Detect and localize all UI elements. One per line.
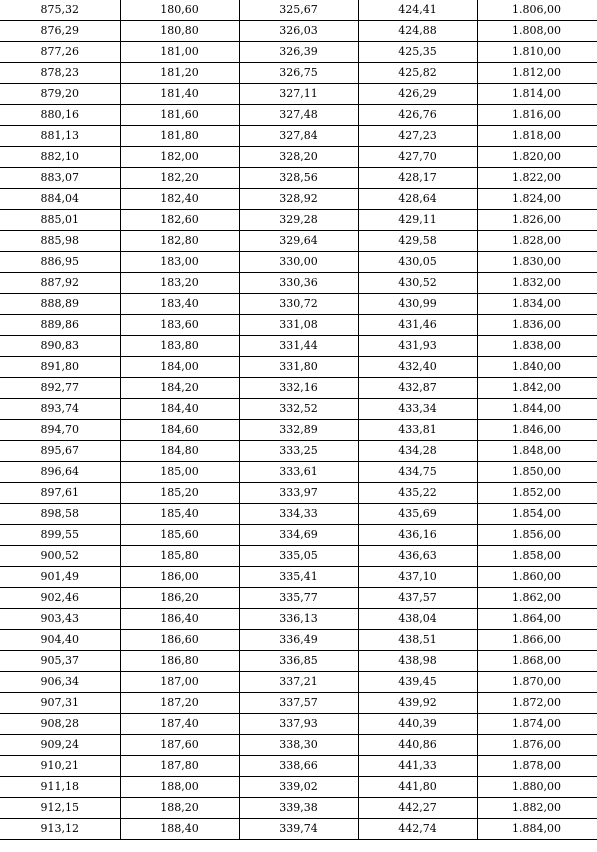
table-cell-col-2: 187,00 (120, 672, 239, 693)
table-cell-col-4: 428,17 (358, 168, 477, 189)
table-cell-col-2: 188,00 (120, 777, 239, 798)
table-cell-col-1: 882,10 (0, 147, 120, 168)
table-cell-col-4: 438,51 (358, 630, 477, 651)
table-row (0, 63, 597, 84)
table-cell-col-1: 877,26 (0, 42, 120, 63)
table-cell-col-2: 181,80 (120, 126, 239, 147)
table-cell-col-4: 426,29 (358, 84, 477, 105)
table-cell-col-3: 331,80 (239, 357, 358, 378)
table-cell-col-4: 432,40 (358, 357, 477, 378)
table-cell-col-4: 439,45 (358, 672, 477, 693)
table-cell-col-1: 883,07 (0, 168, 120, 189)
table-cell-col-5: 1.874,00 (477, 714, 597, 735)
table-cell-col-4: 433,81 (358, 420, 477, 441)
table-row (0, 714, 597, 735)
table-cell-col-1: 893,74 (0, 399, 120, 420)
table-cell-col-3: 329,28 (239, 210, 358, 231)
table-cell-col-3: 332,52 (239, 399, 358, 420)
table-cell-col-1: 898,58 (0, 504, 120, 525)
table-cell-col-2: 187,20 (120, 693, 239, 714)
table-cell-col-2: 188,40 (120, 819, 239, 840)
table-row (0, 462, 597, 483)
table-cell-col-4: 427,70 (358, 147, 477, 168)
table-cell-col-3: 326,75 (239, 63, 358, 84)
table-cell-col-2: 180,60 (120, 0, 239, 21)
table-cell-col-1: 891,80 (0, 357, 120, 378)
table-cell-col-5: 1.866,00 (477, 630, 597, 651)
table-cell-col-5: 1.818,00 (477, 126, 597, 147)
table-row (0, 210, 597, 231)
table-cell-col-4: 440,39 (358, 714, 477, 735)
table-cell-col-1: 903,43 (0, 609, 120, 630)
table-cell-col-4: 430,05 (358, 252, 477, 273)
table-cell-col-3: 330,72 (239, 294, 358, 315)
table-cell-col-2: 184,60 (120, 420, 239, 441)
table-cell-col-5: 1.834,00 (477, 294, 597, 315)
table-cell-col-2: 185,40 (120, 504, 239, 525)
table-cell-col-1: 912,15 (0, 798, 120, 819)
table-cell-col-1: 902,46 (0, 588, 120, 609)
table-cell-col-1: 901,49 (0, 567, 120, 588)
table-cell-col-5: 1.846,00 (477, 420, 597, 441)
table-cell-col-3: 332,89 (239, 420, 358, 441)
table-cell-col-1: 913,12 (0, 819, 120, 840)
table-cell-col-2: 187,40 (120, 714, 239, 735)
table-cell-col-3: 331,08 (239, 315, 358, 336)
table-cell-col-5: 1.824,00 (477, 189, 597, 210)
table-cell-col-1: 888,89 (0, 294, 120, 315)
table-cell-col-3: 326,39 (239, 42, 358, 63)
table-cell-col-5: 1.862,00 (477, 588, 597, 609)
table-cell-col-4: 426,76 (358, 105, 477, 126)
table-cell-col-2: 180,80 (120, 21, 239, 42)
table-cell-col-3: 328,92 (239, 189, 358, 210)
table-cell-col-5: 1.832,00 (477, 273, 597, 294)
table-row (0, 0, 597, 21)
table-cell-col-3: 330,36 (239, 273, 358, 294)
table-cell-col-2: 181,00 (120, 42, 239, 63)
table-cell-col-4: 438,04 (358, 609, 477, 630)
table-cell-col-2: 187,60 (120, 735, 239, 756)
table-cell-col-3: 328,20 (239, 147, 358, 168)
table-cell-col-1: 885,98 (0, 231, 120, 252)
table-cell-col-3: 330,00 (239, 252, 358, 273)
table-cell-col-4: 429,58 (358, 231, 477, 252)
table-cell-col-3: 335,05 (239, 546, 358, 567)
table-row (0, 168, 597, 189)
table-cell-col-4: 441,80 (358, 777, 477, 798)
table-cell-col-2: 185,80 (120, 546, 239, 567)
table-cell-col-2: 182,40 (120, 189, 239, 210)
table-cell-col-4: 424,41 (358, 0, 477, 21)
table-cell-col-2: 181,20 (120, 63, 239, 84)
table-cell-col-4: 430,52 (358, 273, 477, 294)
table-cell-col-5: 1.850,00 (477, 462, 597, 483)
table-cell-col-3: 328,56 (239, 168, 358, 189)
table-cell-col-3: 336,49 (239, 630, 358, 651)
table-cell-col-1: 879,20 (0, 84, 120, 105)
table-cell-col-1: 889,86 (0, 315, 120, 336)
table-row (0, 798, 597, 819)
table-cell-col-4: 436,63 (358, 546, 477, 567)
table-cell-col-5: 1.806,00 (477, 0, 597, 21)
table-cell-col-1: 908,28 (0, 714, 120, 735)
table-cell-col-3: 327,84 (239, 126, 358, 147)
table-cell-col-1: 876,29 (0, 21, 120, 42)
table-cell-col-5: 1.856,00 (477, 525, 597, 546)
table-cell-col-4: 429,11 (358, 210, 477, 231)
table-cell-col-5: 1.842,00 (477, 378, 597, 399)
table-cell-col-1: 900,52 (0, 546, 120, 567)
table-cell-col-2: 181,40 (120, 84, 239, 105)
table-cell-col-3: 337,57 (239, 693, 358, 714)
table-row (0, 777, 597, 798)
table-row (0, 525, 597, 546)
table-cell-col-2: 186,20 (120, 588, 239, 609)
table-cell-col-1: 892,77 (0, 378, 120, 399)
table-cell-col-5: 1.870,00 (477, 672, 597, 693)
table-row (0, 315, 597, 336)
table-cell-col-1: 911,18 (0, 777, 120, 798)
table-cell-col-3: 325,67 (239, 0, 358, 21)
table-cell-col-5: 1.884,00 (477, 819, 597, 840)
table-cell-col-1: 904,40 (0, 630, 120, 651)
table-cell-col-4: 441,33 (358, 756, 477, 777)
table-cell-col-4: 439,92 (358, 693, 477, 714)
table-cell-col-2: 185,00 (120, 462, 239, 483)
table-cell-col-2: 184,80 (120, 441, 239, 462)
table-cell-col-1: 899,55 (0, 525, 120, 546)
table-cell-col-3: 327,48 (239, 105, 358, 126)
table-cell-col-5: 1.860,00 (477, 567, 597, 588)
table-cell-col-3: 334,69 (239, 525, 358, 546)
table-cell-col-2: 182,80 (120, 231, 239, 252)
table-cell-col-5: 1.838,00 (477, 336, 597, 357)
table-cell-col-4: 425,82 (358, 63, 477, 84)
table-cell-col-3: 338,66 (239, 756, 358, 777)
table-cell-col-1: 885,01 (0, 210, 120, 231)
table-row (0, 819, 597, 840)
table-cell-col-5: 1.858,00 (477, 546, 597, 567)
table-cell-col-1: 884,04 (0, 189, 120, 210)
table-cell-col-1: 894,70 (0, 420, 120, 441)
table-cell-col-4: 436,16 (358, 525, 477, 546)
table-cell-col-3: 327,11 (239, 84, 358, 105)
table-cell-col-3: 337,21 (239, 672, 358, 693)
table-cell-col-5: 1.864,00 (477, 609, 597, 630)
table-cell-col-2: 182,00 (120, 147, 239, 168)
table-cell-col-2: 184,40 (120, 399, 239, 420)
table-cell-col-1: 887,92 (0, 273, 120, 294)
table-cell-col-3: 326,03 (239, 21, 358, 42)
table-cell-col-3: 333,97 (239, 483, 358, 504)
table-cell-col-1: 907,31 (0, 693, 120, 714)
table-cell-col-3: 337,93 (239, 714, 358, 735)
table-cell-col-1: 881,13 (0, 126, 120, 147)
table-cell-col-4: 431,46 (358, 315, 477, 336)
table-cell-col-4: 437,10 (358, 567, 477, 588)
table-cell-col-5: 1.808,00 (477, 21, 597, 42)
table-cell-col-4: 427,23 (358, 126, 477, 147)
table-cell-col-2: 183,40 (120, 294, 239, 315)
table-cell-col-3: 339,38 (239, 798, 358, 819)
table-cell-col-1: 906,34 (0, 672, 120, 693)
table-row (0, 378, 597, 399)
table-cell-col-5: 1.872,00 (477, 693, 597, 714)
table-row (0, 294, 597, 315)
table-row (0, 735, 597, 756)
table-cell-col-4: 442,27 (358, 798, 477, 819)
table-cell-col-5: 1.820,00 (477, 147, 597, 168)
table-row (0, 21, 597, 42)
table-cell-col-3: 335,41 (239, 567, 358, 588)
table-cell-col-5: 1.844,00 (477, 399, 597, 420)
table-cell-col-2: 186,00 (120, 567, 239, 588)
table-cell-col-5: 1.826,00 (477, 210, 597, 231)
table-cell-col-5: 1.814,00 (477, 84, 597, 105)
table-cell-col-3: 333,25 (239, 441, 358, 462)
table-row (0, 441, 597, 462)
table-cell-col-3: 336,13 (239, 609, 358, 630)
table-cell-col-1: 897,61 (0, 483, 120, 504)
table-cell-col-5: 1.854,00 (477, 504, 597, 525)
table-cell-col-3: 339,74 (239, 819, 358, 840)
table-cell-col-3: 335,77 (239, 588, 358, 609)
table-cell-col-3: 331,44 (239, 336, 358, 357)
table-cell-col-4: 425,35 (358, 42, 477, 63)
table-row (0, 609, 597, 630)
table-row (0, 42, 597, 63)
table-cell-col-3: 339,02 (239, 777, 358, 798)
table-row (0, 651, 597, 672)
table-cell-col-3: 329,64 (239, 231, 358, 252)
table-cell-col-4: 430,99 (358, 294, 477, 315)
table-cell-col-1: 905,37 (0, 651, 120, 672)
table-row (0, 273, 597, 294)
table-cell-col-5: 1.880,00 (477, 777, 597, 798)
table-cell-col-4: 432,87 (358, 378, 477, 399)
table-cell-col-4: 438,98 (358, 651, 477, 672)
table-cell-col-4: 434,28 (358, 441, 477, 462)
table-cell-col-2: 186,40 (120, 609, 239, 630)
table-cell-col-4: 434,75 (358, 462, 477, 483)
table-cell-col-5: 1.828,00 (477, 231, 597, 252)
table-cell-col-2: 186,60 (120, 630, 239, 651)
table-cell-col-5: 1.840,00 (477, 357, 597, 378)
table-cell-col-2: 183,00 (120, 252, 239, 273)
table-row (0, 693, 597, 714)
table-cell-col-4: 440,86 (358, 735, 477, 756)
table-cell-col-4: 431,93 (358, 336, 477, 357)
table-cell-col-5: 1.830,00 (477, 252, 597, 273)
table-cell-col-1: 886,95 (0, 252, 120, 273)
table-cell-col-2: 184,20 (120, 378, 239, 399)
table-cell-col-1: 910,21 (0, 756, 120, 777)
table-row (0, 357, 597, 378)
table-cell-col-3: 338,30 (239, 735, 358, 756)
table-row (0, 105, 597, 126)
table-cell-col-2: 183,60 (120, 315, 239, 336)
table-cell-col-1: 896,64 (0, 462, 120, 483)
table-cell-col-1: 878,23 (0, 63, 120, 84)
table-cell-col-2: 187,80 (120, 756, 239, 777)
table-cell-col-5: 1.868,00 (477, 651, 597, 672)
table-row (0, 231, 597, 252)
table-cell-col-4: 424,88 (358, 21, 477, 42)
table-cell-col-5: 1.852,00 (477, 483, 597, 504)
table-row (0, 588, 597, 609)
table-cell-col-1: 909,24 (0, 735, 120, 756)
table-row (0, 252, 597, 273)
table-cell-col-4: 435,69 (358, 504, 477, 525)
table-cell-col-5: 1.848,00 (477, 441, 597, 462)
table-row (0, 483, 597, 504)
table-cell-col-2: 186,80 (120, 651, 239, 672)
table-cell-col-5: 1.822,00 (477, 168, 597, 189)
table-cell-col-1: 890,83 (0, 336, 120, 357)
table-row (0, 147, 597, 168)
table-cell-col-2: 185,20 (120, 483, 239, 504)
table-cell-col-3: 333,61 (239, 462, 358, 483)
table-cell-col-1: 880,16 (0, 105, 120, 126)
table-cell-col-5: 1.876,00 (477, 735, 597, 756)
table-cell-col-3: 334,33 (239, 504, 358, 525)
table-cell-col-4: 428,64 (358, 189, 477, 210)
table-row (0, 546, 597, 567)
table-row (0, 756, 597, 777)
table-row (0, 504, 597, 525)
table-cell-col-3: 332,16 (239, 378, 358, 399)
table-cell-col-2: 182,60 (120, 210, 239, 231)
table-cell-col-5: 1.810,00 (477, 42, 597, 63)
table-cell-col-5: 1.882,00 (477, 798, 597, 819)
table-cell-col-2: 183,20 (120, 273, 239, 294)
table-row (0, 630, 597, 651)
table-row (0, 672, 597, 693)
table-cell-col-5: 1.812,00 (477, 63, 597, 84)
table-cell-col-4: 437,57 (358, 588, 477, 609)
table-cell-col-2: 188,20 (120, 798, 239, 819)
table-row (0, 420, 597, 441)
table-cell-col-4: 435,22 (358, 483, 477, 504)
table-row (0, 336, 597, 357)
table-cell-col-1: 895,67 (0, 441, 120, 462)
table-cell-col-4: 442,74 (358, 819, 477, 840)
table-row (0, 567, 597, 588)
table-cell-col-5: 1.836,00 (477, 315, 597, 336)
table-cell-col-2: 184,00 (120, 357, 239, 378)
table-cell-col-2: 182,20 (120, 168, 239, 189)
table-cell-col-3: 336,85 (239, 651, 358, 672)
table-row (0, 84, 597, 105)
table-cell-col-2: 181,60 (120, 105, 239, 126)
table-cell-col-5: 1.878,00 (477, 756, 597, 777)
table-row (0, 399, 597, 420)
table-cell-col-4: 433,34 (358, 399, 477, 420)
table-cell-col-1: 875,32 (0, 0, 120, 21)
table-cell-col-2: 185,60 (120, 525, 239, 546)
table-cell-col-5: 1.816,00 (477, 105, 597, 126)
table-row (0, 126, 597, 147)
table-cell-col-2: 183,80 (120, 336, 239, 357)
table-row (0, 189, 597, 210)
